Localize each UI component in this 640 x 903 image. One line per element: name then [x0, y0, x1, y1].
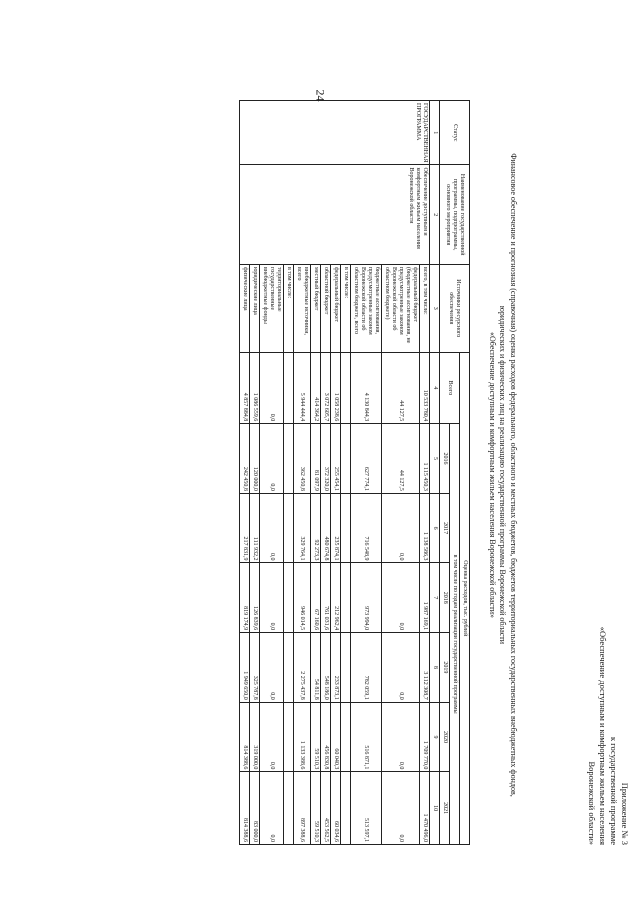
value-cell: 1 086 559,6: [250, 352, 260, 424]
value-cell: 814 388,6: [240, 702, 250, 772]
header-year: 2019: [440, 633, 450, 703]
column-number: 9: [430, 702, 440, 772]
value-cell: 81 097,9: [311, 424, 321, 494]
value-cell: 0,0: [382, 493, 420, 563]
value-cell: 0,0: [260, 352, 284, 424]
value-cell: 10 533 780,4: [420, 352, 430, 424]
value-cell: 217 831,9: [240, 493, 250, 563]
value-cell: [284, 702, 294, 772]
value-cell: 814 388,6: [240, 772, 250, 845]
value-cell: 3 112 308,7: [420, 633, 430, 703]
value-cell: 456 830,8: [321, 702, 331, 772]
value-cell: 453 562,5: [321, 772, 331, 845]
column-number: 1: [430, 101, 440, 165]
value-cell: 255 454,1: [331, 424, 341, 494]
value-cell: 0,0: [260, 563, 284, 633]
value-cell: [341, 424, 351, 494]
value-cell: 819 174,9: [240, 563, 250, 633]
title-line: Финансовое обеспечение и прогнозная (справочная) оценка расходов федерального, областного и местных бюджетов, бюджетов территориальных государственных внебюджетных фондов,: [509, 153, 518, 797]
appendix-line: Приложение № 3: [620, 782, 630, 845]
value-cell: 0,0: [260, 702, 284, 772]
value-cell: 67 160,6: [311, 563, 321, 633]
column-number: 6: [430, 493, 440, 563]
value-cell: 0,0: [260, 633, 284, 703]
value-cell: 1 138 586,3: [420, 493, 430, 563]
header-year: 2020: [440, 702, 450, 772]
value-cell: [341, 563, 351, 633]
value-cell: [341, 702, 351, 772]
value-cell: 54 811,8: [311, 633, 321, 703]
value-cell: 513 597,1: [351, 772, 382, 845]
funding-source-cell: местный бюджет: [311, 264, 321, 352]
value-cell: 111 932,2: [250, 493, 260, 563]
header-funding-source: Источники ресурсного обеспечения: [440, 264, 470, 352]
value-cell: 372 320,0: [321, 424, 331, 494]
value-cell: 83 000,0: [250, 772, 260, 845]
funding-source-cell: внебюджетные источники, всего: [294, 264, 311, 352]
value-cell: 0,0: [260, 772, 284, 845]
funding-source-cell: федеральный бюджет (бюджетные ассигнования, не предусмотренные законом Воронежской области об областном бюджете): [382, 264, 420, 352]
value-cell: 60 040,3: [331, 702, 341, 772]
value-cell: 1 949 650,0: [240, 633, 250, 703]
value-cell: 2 275 437,8: [294, 633, 311, 703]
value-cell: 1 058 238,6: [331, 352, 341, 424]
value-cell: 60 034,6: [331, 772, 341, 845]
title-line: «Обеспечение доступным и комфортным жильем населения Воронежской области»: [488, 331, 497, 619]
value-cell: [341, 352, 351, 424]
value-cell: 782 059,1: [351, 633, 382, 703]
column-number: 8: [430, 633, 440, 703]
value-cell: [284, 424, 294, 494]
value-cell: 946 014,5: [294, 563, 311, 633]
column-number-row: [430, 101, 440, 845]
value-cell: [284, 633, 294, 703]
funding-source-cell: в том числе:: [284, 264, 294, 352]
value-cell: 548 186,0: [321, 633, 331, 703]
document-title: [487, 110, 519, 840]
value-cell: 761 031,6: [321, 563, 331, 633]
table-row: [420, 101, 430, 845]
column-number: 3: [430, 264, 440, 352]
value-cell: 897 388,6: [294, 772, 311, 845]
header-program-name: Наименование государственной программы, подпрограммы, основного мероприятия: [440, 165, 470, 264]
value-cell: [341, 633, 351, 703]
value-cell: 973 994,0: [351, 563, 382, 633]
value-cell: 0,0: [382, 633, 420, 703]
value-cell: 120 000,0: [250, 424, 260, 494]
value-cell: [284, 772, 294, 845]
value-cell: 3 072 605,7: [321, 352, 331, 424]
value-cell: 414 364,2: [311, 352, 321, 424]
value-cell: 235 874,1: [331, 493, 341, 563]
column-number: 5: [430, 424, 440, 494]
value-cell: 59 510,3: [311, 772, 321, 845]
title-line: юридических и физических лиц на реализацию государственной программы Воронежской области: [498, 305, 508, 645]
column-number: 10: [430, 772, 440, 845]
header-estimate: Оценка расходов, тыс. рублей: [460, 352, 470, 844]
header-total: Всего: [440, 352, 460, 424]
column-number: 4: [430, 352, 440, 424]
funding-source-cell: юридические лица: [250, 264, 260, 352]
funding-source-cell: в том числе:: [341, 264, 351, 352]
value-cell: 0,0: [382, 772, 420, 845]
header-year: 2016: [440, 424, 450, 494]
value-cell: [341, 493, 351, 563]
program-name-cell: Обеспечение доступным и комфортным жильем населения Воронежской области: [240, 165, 430, 264]
funding-source-cell: физические лица: [240, 264, 250, 352]
column-number: 7: [430, 563, 440, 633]
header-status: Статус: [440, 101, 470, 165]
funding-source-cell: бюджетные ассигнования, предусмотренные законом Воронежской области об областном бюджете, всего: [351, 264, 382, 352]
value-cell: 1 115 450,3: [420, 424, 430, 494]
page-number: 24: [313, 89, 328, 102]
value-cell: 44 127,5: [382, 352, 420, 424]
funding-source-cell: всего, в том числе:: [420, 264, 430, 352]
value-cell: 92 273,3: [311, 493, 321, 563]
header-year: 2017: [440, 493, 450, 563]
funding-source-cell: федеральный бюджет: [331, 264, 341, 352]
value-cell: 44 127,5: [382, 424, 420, 494]
appendix-note: [586, 615, 630, 845]
value-cell: 4 130 844,3: [351, 352, 382, 424]
funding-source-cell: территориальные государственные внебюджетные фонды: [260, 264, 284, 352]
header-by-years: в том числе по годам реализации государственной программы: [450, 424, 460, 845]
rotated-page-content: [20, 55, 630, 855]
value-cell: 325 787,8: [250, 633, 260, 703]
status-cell: ГОСУДАРСТВЕННАЯ ПРОГРАММА: [240, 101, 430, 165]
value-cell: 1 709 770,0: [420, 702, 430, 772]
value-cell: [341, 772, 351, 845]
value-cell: 4 857 884,8: [240, 352, 250, 424]
header-year: 2021: [440, 772, 450, 845]
value-cell: 242 450,8: [240, 424, 250, 494]
value-cell: 1 987 169,1: [420, 563, 430, 633]
value-cell: 212 962,4: [331, 563, 341, 633]
header-year: 2018: [440, 563, 450, 633]
value-cell: [284, 563, 294, 633]
value-cell: [284, 493, 294, 563]
value-cell: 0,0: [260, 424, 284, 494]
column-number: 2: [430, 165, 440, 264]
value-cell: 516 871,1: [351, 702, 382, 772]
funding-source-cell: областной бюджет: [321, 264, 331, 352]
value-cell: 627 774,1: [351, 424, 382, 494]
value-cell: 59 510,3: [311, 702, 321, 772]
value-cell: 716 548,9: [351, 493, 382, 563]
value-cell: 329 764,1: [294, 493, 311, 563]
value-cell: 5 944 444,4: [294, 352, 311, 424]
appendix-line: Воронежской области»: [587, 761, 597, 845]
appendix-line: «Обеспечение доступным и комфортным жильем населения: [598, 626, 608, 845]
value-cell: 233 873,1: [331, 633, 341, 703]
value-cell: 0,0: [260, 493, 284, 563]
budget-table: [239, 100, 470, 845]
value-cell: [284, 352, 294, 424]
value-cell: 1 470 496,0: [420, 772, 430, 845]
value-cell: 0,0: [382, 702, 420, 772]
value-cell: 0,0: [382, 563, 420, 633]
value-cell: 480 674,8: [321, 493, 331, 563]
value-cell: 362 450,8: [294, 424, 311, 494]
value-cell: 319 000,0: [250, 702, 260, 772]
appendix-line: к государственной программе: [609, 736, 619, 845]
value-cell: 126 839,6: [250, 563, 260, 633]
value-cell: 1 133 388,6: [294, 702, 311, 772]
